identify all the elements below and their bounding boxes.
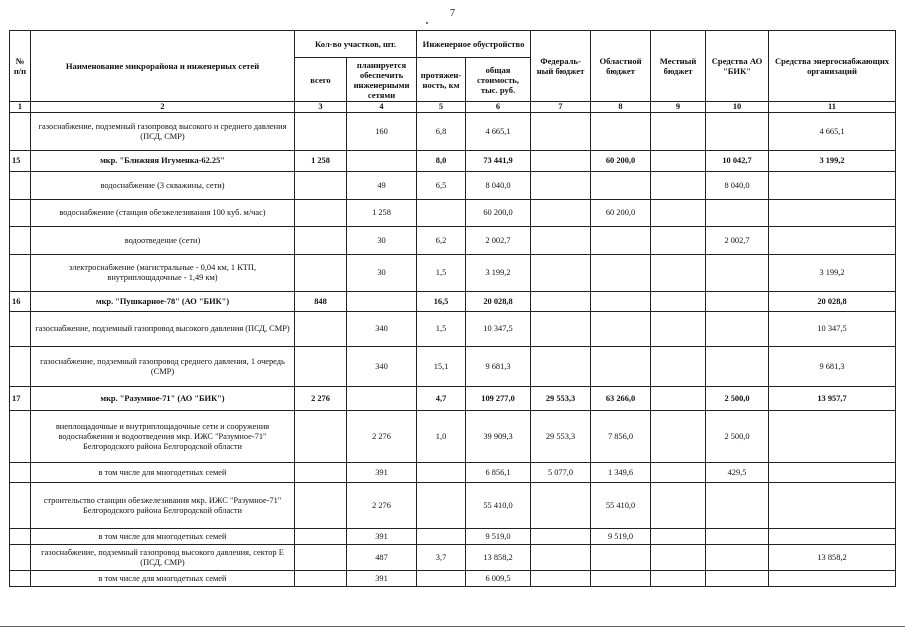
cell-cost: 8 040,0 (466, 172, 531, 200)
cell-name: газоснабжение, подземный газопровод высокого и среднего давления (ПСД, СМР) (31, 113, 295, 151)
cell-utility (769, 172, 896, 200)
cell-planned: 391 (347, 463, 417, 483)
table-row (10, 255, 896, 292)
cell-num (10, 545, 31, 571)
cell-length (417, 463, 466, 483)
cell-local (651, 255, 706, 292)
cell-utility: 13 957,7 (769, 387, 896, 411)
cell-num: 15 (10, 151, 31, 172)
column-number: 10 (706, 102, 769, 113)
column-number: 7 (531, 102, 591, 113)
cell-num (10, 483, 31, 529)
cell-total (295, 227, 347, 255)
cell-regional: 1 349,6 (591, 463, 651, 483)
table-row-district (10, 151, 896, 172)
cell-name: газоснабжение, подземный газопровод среднего давления, 1 очередь (СМР) (31, 347, 295, 387)
cell-local (651, 292, 706, 312)
table-row (10, 200, 896, 227)
cell-utility: 9 681,3 (769, 347, 896, 387)
cell-length (417, 200, 466, 227)
cell-bik: 10 042,7 (706, 151, 769, 172)
cell-local (651, 151, 706, 172)
cell-utility (769, 463, 896, 483)
cell-federal (531, 172, 591, 200)
cell-regional: 9 519,0 (591, 529, 651, 545)
cell-utility (769, 200, 896, 227)
cell-bik (706, 347, 769, 387)
header-plots-planned: планируется обеспечить инженерными сетями (347, 58, 417, 102)
header-infra-group: Инженерное обустройство (417, 31, 531, 58)
cell-federal: 29 553,3 (531, 387, 591, 411)
cell-utility: 3 199,2 (769, 151, 896, 172)
cell-federal (531, 529, 591, 545)
cell-federal (531, 151, 591, 172)
cell-total: 1 258 (295, 151, 347, 172)
cell-regional (591, 113, 651, 151)
column-number: 11 (769, 102, 896, 113)
cell-length: 1,5 (417, 312, 466, 347)
cell-total (295, 529, 347, 545)
cell-num (10, 463, 31, 483)
header-name: Наименование микрорайона и инженерных сетей (31, 31, 295, 102)
cell-local (651, 545, 706, 571)
cell-num (10, 200, 31, 227)
cell-regional (591, 255, 651, 292)
header-infra-length: протяжен-ность, км (417, 58, 466, 102)
cell-planned (347, 151, 417, 172)
cell-total (295, 113, 347, 151)
cell-length: 15,1 (417, 347, 466, 387)
cell-planned: 160 (347, 113, 417, 151)
cell-planned: 1 258 (347, 200, 417, 227)
table-row (10, 411, 896, 463)
cell-name: мкр. "Ближняя Игуменка-62.25" (31, 151, 295, 172)
table-row (10, 483, 896, 529)
cell-utility (769, 571, 896, 587)
cell-num (10, 411, 31, 463)
column-number: 5 (417, 102, 466, 113)
cell-regional (591, 571, 651, 587)
cell-bik (706, 292, 769, 312)
column-number: 4 (347, 102, 417, 113)
cell-total (295, 312, 347, 347)
cell-cost: 10 347,5 (466, 312, 531, 347)
cell-length: 1,0 (417, 411, 466, 463)
cell-bik (706, 483, 769, 529)
cell-name: в том числе для многодетных семей (31, 463, 295, 483)
header-bik: Средства АО "БИК" (706, 31, 769, 102)
cell-federal (531, 227, 591, 255)
cell-cost: 73 441,9 (466, 151, 531, 172)
cell-federal (531, 292, 591, 312)
cell-utility (769, 227, 896, 255)
cell-length: 6,5 (417, 172, 466, 200)
cell-length (417, 529, 466, 545)
cell-regional: 60 200,0 (591, 200, 651, 227)
cell-length: 8,0 (417, 151, 466, 172)
cell-name: мкр. "Разумное-71" (АО "БИК") (31, 387, 295, 411)
cell-regional (591, 312, 651, 347)
cell-name: электроснабжение (магистральные - 0,04 км, 1 КТП, внутриплощадочные - 1,49 км) (31, 255, 295, 292)
cell-num (10, 113, 31, 151)
cell-federal (531, 113, 591, 151)
cell-total (295, 545, 347, 571)
cell-length: 1,5 (417, 255, 466, 292)
cell-length (417, 571, 466, 587)
column-number: 1 (10, 102, 31, 113)
cell-length: 6,2 (417, 227, 466, 255)
table-row (10, 113, 896, 151)
cell-utility: 20 028,8 (769, 292, 896, 312)
page-bottom-rule (0, 626, 905, 627)
cell-regional (591, 292, 651, 312)
cell-planned: 49 (347, 172, 417, 200)
cell-regional (591, 347, 651, 387)
header-infra-cost: общая стоимость, тыс. руб. (466, 58, 531, 102)
cell-planned: 391 (347, 571, 417, 587)
table-row-district (10, 292, 896, 312)
cell-local (651, 483, 706, 529)
cell-local (651, 571, 706, 587)
cell-regional (591, 545, 651, 571)
cell-planned: 391 (347, 529, 417, 545)
cell-cost: 55 410,0 (466, 483, 531, 529)
column-number: 8 (591, 102, 651, 113)
cell-utility: 13 858,2 (769, 545, 896, 571)
cell-regional: 60 200,0 (591, 151, 651, 172)
cell-planned (347, 292, 417, 312)
table-row-district (10, 387, 896, 411)
cell-federal (531, 347, 591, 387)
cell-bik: 8 040,0 (706, 172, 769, 200)
cell-bik (706, 113, 769, 151)
cell-bik (706, 571, 769, 587)
column-number: 3 (295, 102, 347, 113)
cell-bik: 2 500,0 (706, 411, 769, 463)
cell-total (295, 571, 347, 587)
cell-length: 16,5 (417, 292, 466, 312)
cell-local (651, 113, 706, 151)
cell-local (651, 200, 706, 227)
header-local: Местный бюджет (651, 31, 706, 102)
table-row (10, 529, 896, 545)
header-plots-group: Кол-во участков, шт. (295, 31, 417, 58)
cell-num (10, 227, 31, 255)
cell-bik (706, 255, 769, 292)
cell-total: 2 276 (295, 387, 347, 411)
cell-name: в том числе для многодетных семей (31, 529, 295, 545)
cell-local (651, 312, 706, 347)
cell-total: 848 (295, 292, 347, 312)
column-number: 6 (466, 102, 531, 113)
cell-local (651, 463, 706, 483)
cell-planned (347, 387, 417, 411)
cell-regional: 63 266,0 (591, 387, 651, 411)
cell-utility (769, 529, 896, 545)
cell-regional (591, 172, 651, 200)
cell-planned: 30 (347, 255, 417, 292)
table-row (10, 463, 896, 483)
page-number: 7 (450, 8, 455, 19)
cell-total (295, 172, 347, 200)
cell-utility: 10 347,5 (769, 312, 896, 347)
cell-total (295, 255, 347, 292)
cell-num (10, 172, 31, 200)
cell-total (295, 463, 347, 483)
cell-utility (769, 483, 896, 529)
cell-federal: 29 553,3 (531, 411, 591, 463)
cell-cost: 2 002,7 (466, 227, 531, 255)
cell-planned: 487 (347, 545, 417, 571)
cell-bik: 2 500,0 (706, 387, 769, 411)
cell-name: водоснабжение (3 скважины, сети) (31, 172, 295, 200)
header-num: № п/п (10, 31, 31, 102)
header-regional: Областной бюджет (591, 31, 651, 102)
cell-num (10, 571, 31, 587)
cell-planned: 340 (347, 312, 417, 347)
cell-federal (531, 200, 591, 227)
cell-num (10, 255, 31, 292)
cell-bik (706, 545, 769, 571)
cell-name: водоснабжение (станция обезжелезивания 100 куб. м/час) (31, 200, 295, 227)
cell-federal (531, 483, 591, 529)
table-row (10, 227, 896, 255)
cell-name: водоотведение (сети) (31, 227, 295, 255)
cell-bik: 429,5 (706, 463, 769, 483)
cell-bik (706, 200, 769, 227)
cell-num: 16 (10, 292, 31, 312)
cell-cost: 109 277,0 (466, 387, 531, 411)
table-row (10, 571, 896, 587)
cell-name: газоснабжение, подземный газопровод высокого давления, сектор Е (ПСД, СМР) (31, 545, 295, 571)
cell-cost: 3 199,2 (466, 255, 531, 292)
cell-local (651, 172, 706, 200)
cell-cost: 13 858,2 (466, 545, 531, 571)
cell-cost: 20 028,8 (466, 292, 531, 312)
table-row (10, 545, 896, 571)
column-number-row (10, 102, 896, 113)
column-number: 9 (651, 102, 706, 113)
cell-cost: 9 519,0 (466, 529, 531, 545)
cell-regional: 7 856,0 (591, 411, 651, 463)
cell-planned: 2 276 (347, 483, 417, 529)
cell-utility (769, 411, 896, 463)
cell-regional: 55 410,0 (591, 483, 651, 529)
cell-cost: 9 681,3 (466, 347, 531, 387)
cell-utility: 4 665,1 (769, 113, 896, 151)
cell-length: 4,7 (417, 387, 466, 411)
cell-name: внеплощадочные и внутриплощадочные сети и сооружения водоснабжения и водоотведения мкр. ИЖС "Разумное-71" Белгородского района Белгородской области (31, 411, 295, 463)
cell-num (10, 312, 31, 347)
cell-local (651, 387, 706, 411)
cell-total (295, 347, 347, 387)
header-federal: Федераль-ный бюджет (531, 31, 591, 102)
cell-local (651, 227, 706, 255)
cell-length: 6,8 (417, 113, 466, 151)
cell-length: 3,7 (417, 545, 466, 571)
header-plots-total: всего (295, 58, 347, 102)
cell-name: газоснабжение, подземный газопровод высокого давления (ПСД, СМР) (31, 312, 295, 347)
cell-federal (531, 255, 591, 292)
cell-cost: 6 009,5 (466, 571, 531, 587)
cell-federal (531, 571, 591, 587)
cell-local (651, 529, 706, 545)
cell-name: строительство станции обезжелезивания мкр. ИЖС "Разумное-71" Белгородского района Белгородской области (31, 483, 295, 529)
cell-bik (706, 529, 769, 545)
cell-local (651, 347, 706, 387)
cell-cost: 6 856,1 (466, 463, 531, 483)
header-utility: Средства энергоснабжающих организаций (769, 31, 896, 102)
cell-cost: 39 909,3 (466, 411, 531, 463)
cell-num (10, 529, 31, 545)
table-row (10, 347, 896, 387)
cell-federal (531, 545, 591, 571)
cell-name: в том числе для многодетных семей (31, 571, 295, 587)
cell-name: мкр. "Пушкарное-78" (АО "БИК") (31, 292, 295, 312)
financing-table (9, 30, 896, 587)
cell-planned: 2 276 (347, 411, 417, 463)
cell-federal (531, 312, 591, 347)
cell-total (295, 483, 347, 529)
cell-utility: 3 199,2 (769, 255, 896, 292)
cell-cost: 60 200,0 (466, 200, 531, 227)
cell-planned: 340 (347, 347, 417, 387)
column-number: 2 (31, 102, 295, 113)
cell-num (10, 347, 31, 387)
table-row (10, 312, 896, 347)
cell-regional (591, 227, 651, 255)
cell-planned: 30 (347, 227, 417, 255)
cell-num: 17 (10, 387, 31, 411)
scan-speck (426, 22, 428, 24)
cell-bik (706, 312, 769, 347)
cell-total (295, 200, 347, 227)
table-body (10, 113, 896, 587)
cell-federal: 5 077,0 (531, 463, 591, 483)
cell-cost: 4 665,1 (466, 113, 531, 151)
cell-length (417, 483, 466, 529)
cell-total (295, 411, 347, 463)
cell-local (651, 411, 706, 463)
table-row (10, 172, 896, 200)
cell-bik: 2 002,7 (706, 227, 769, 255)
